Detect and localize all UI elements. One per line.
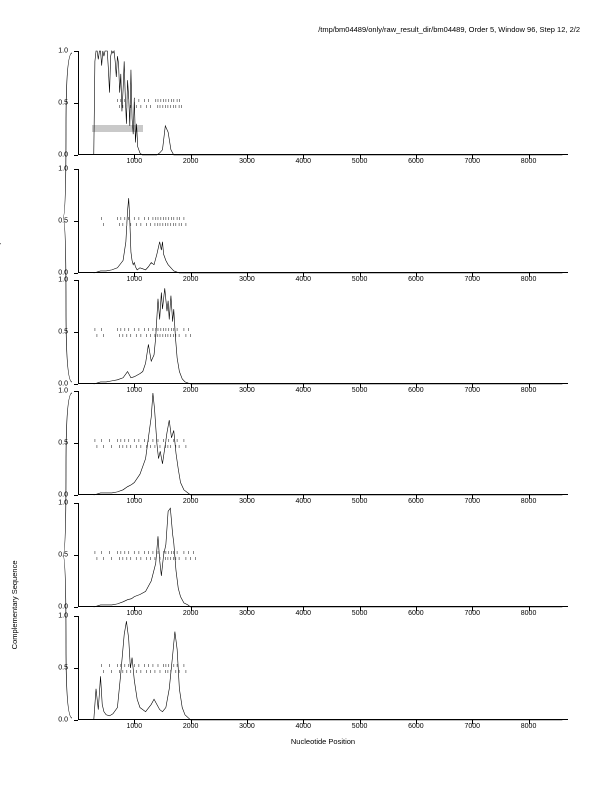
x-tick-label: 3000 [239, 158, 255, 165]
y-tick [74, 720, 78, 721]
y-tick [74, 607, 78, 608]
y-tick-label: 0.5 [58, 217, 68, 225]
x-tick-label: 5000 [351, 158, 368, 165]
x-tick-label: 1000 [126, 610, 143, 617]
series-layer [78, 616, 568, 720]
x-tick-label: 8000 [520, 158, 537, 165]
x-tick-label: 7000 [464, 276, 481, 283]
x-tick-label: 1000 [126, 387, 143, 394]
x-tick-label: 7000 [464, 610, 481, 617]
y-tick [74, 384, 78, 385]
x-tick-label: 2000 [182, 276, 199, 283]
y-tick-label: 1.0 [58, 165, 68, 173]
series-layer [78, 391, 568, 495]
series-line [94, 508, 563, 607]
x-tick-label: 5000 [351, 276, 368, 283]
y-tick-label: 0.5 [58, 439, 68, 447]
x-tick-label: 7000 [464, 387, 481, 394]
series-layer [78, 280, 568, 384]
x-tick-label: 2000 [182, 610, 199, 617]
x-axis-label: Nucleotide Position [290, 737, 356, 746]
y-tick-label: 1.0 [58, 499, 68, 507]
series-line [94, 393, 563, 495]
x-tick-label: 4000 [295, 723, 312, 730]
x-tick-label: 2000 [182, 498, 199, 505]
chart-panel-1 [58, 47, 568, 165]
x-tick-label: 2000 [182, 158, 199, 165]
chart-panel-4 [58, 387, 568, 505]
y-tick-label: 1.0 [58, 47, 68, 55]
y-tick-label: 1.0 [58, 276, 68, 284]
series-layer [78, 169, 568, 273]
x-tick-label: 8000 [520, 610, 537, 617]
x-tick-label: 6000 [408, 387, 424, 394]
y-tick-label: 0.0 [58, 380, 68, 388]
y-axis-label-complementary-sequence: Complementary Sequence [9, 560, 19, 649]
x-tick-label: 3000 [239, 387, 255, 394]
y-tick-label: 1.0 [58, 612, 68, 620]
y-tick-label: 0.5 [58, 664, 68, 672]
series-line [94, 621, 563, 720]
x-tick-label: 4000 [295, 498, 312, 505]
x-tick-label: 3000 [239, 498, 255, 505]
x-tick-label: 7000 [464, 723, 481, 730]
y-tick [74, 155, 78, 156]
x-tick-label: 5000 [351, 723, 368, 730]
x-tick-label: 6000 [408, 158, 424, 165]
series-line [94, 198, 563, 273]
series-layer [78, 503, 568, 607]
x-tick-label: 2000 [182, 387, 199, 394]
x-tick-label: 3000 [239, 723, 255, 730]
x-tick-label: 7000 [464, 158, 481, 165]
y-tick-label: 0.5 [58, 551, 68, 559]
x-tick-label: 5000 [351, 498, 368, 505]
x-tick-label: 8000 [520, 276, 537, 283]
x-tick-label: 1000 [126, 723, 143, 730]
chart-panel-3 [58, 276, 568, 394]
x-tick-label: 6000 [408, 610, 424, 617]
y-tick-label: 0.0 [58, 269, 68, 277]
y-tick-label: 0.5 [58, 328, 68, 336]
y-tick-label: 0.0 [58, 716, 68, 724]
y-tick-label: 0.0 [58, 151, 68, 159]
x-tick-label: 2000 [182, 723, 199, 730]
x-tick-label: 8000 [520, 723, 537, 730]
x-tick-label: 1000 [126, 498, 143, 505]
x-tick-label: 6000 [408, 498, 424, 505]
y-tick-label: 0.5 [58, 99, 68, 107]
y-tick [74, 273, 78, 274]
x-tick-label: 4000 [295, 610, 312, 617]
y-tick-label: 1.0 [58, 387, 68, 395]
figure-title: /tmp/bm04489/only/raw_result_dir/bm04489, Order 5, Window 96, Step 12, 2/2 [318, 25, 580, 34]
x-tick-label: 3000 [239, 276, 255, 283]
x-tick-label: 8000 [520, 498, 537, 505]
series-line [94, 288, 563, 384]
x-tick-label: 5000 [351, 610, 368, 617]
x-tick-label: 6000 [408, 723, 424, 730]
chart-panel-5 [58, 499, 568, 617]
series-layer [78, 51, 568, 155]
x-tick-label: 4000 [295, 158, 312, 165]
x-tick-label: 3000 [239, 610, 255, 617]
chart-panel-2 [58, 165, 568, 283]
x-tick-label: 1000 [126, 158, 143, 165]
y-tick [74, 495, 78, 496]
series-line [94, 51, 563, 155]
x-tick-label: 7000 [464, 498, 481, 505]
x-tick-label: 4000 [295, 276, 312, 283]
x-tick-label: 5000 [351, 387, 368, 394]
chart-panel-6 [58, 612, 568, 730]
x-tick-label: 1000 [126, 276, 143, 283]
x-tick-label: 8000 [520, 387, 537, 394]
x-tick-label: 4000 [295, 387, 312, 394]
x-tick-label: 6000 [408, 276, 424, 283]
y-tick-label: 0.0 [58, 603, 68, 611]
y-tick-label: 0.0 [58, 491, 68, 499]
